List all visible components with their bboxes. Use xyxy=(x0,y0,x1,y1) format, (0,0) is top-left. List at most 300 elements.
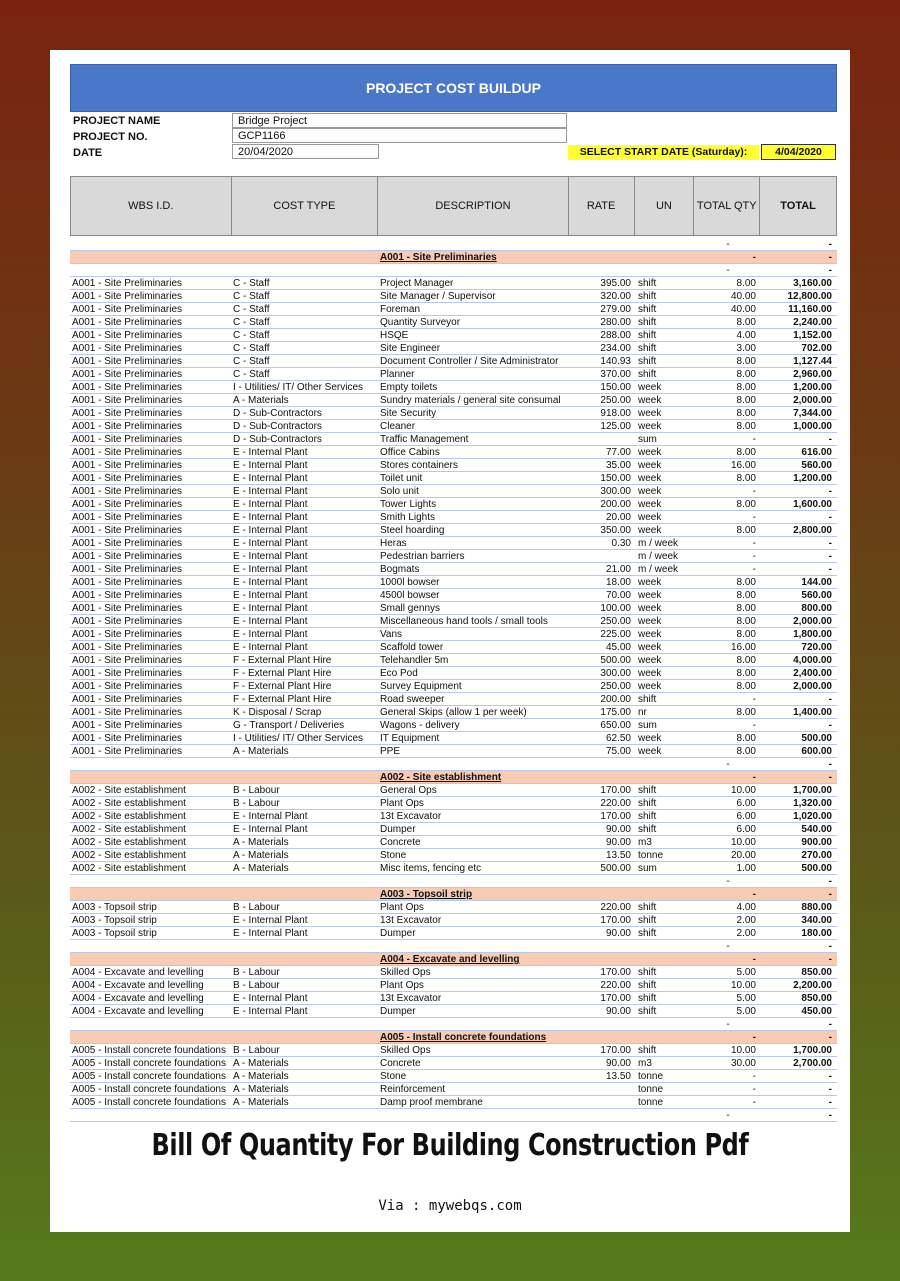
cell-rate: 395.00 xyxy=(600,278,631,289)
cell-description: Site Engineer xyxy=(380,343,441,354)
table-row xyxy=(70,667,837,680)
cell-rate xyxy=(569,875,635,887)
cell-rate: 225.00 xyxy=(600,629,631,640)
cell-unit xyxy=(635,1109,695,1121)
cell-total-qty: 8.00 xyxy=(736,707,756,718)
cell-wbs: A002 - Site establishment xyxy=(72,811,186,822)
cell-rate xyxy=(569,1018,635,1030)
cell-unit: week xyxy=(638,447,662,458)
cell-total-qty: 8.00 xyxy=(736,317,756,328)
cell-unit xyxy=(635,940,695,952)
cell-unit: shift xyxy=(638,356,657,367)
cell-rate xyxy=(569,251,635,263)
cell-wbs: A002 - Site establishment xyxy=(72,798,186,809)
cell-total: 2,240.00 xyxy=(793,317,832,328)
table-row xyxy=(70,927,837,940)
cell-description: General Ops xyxy=(380,785,437,796)
cell-total-qty: - xyxy=(752,954,756,965)
cell-total-qty: - xyxy=(752,434,756,445)
cell-description: Scaffold tower xyxy=(380,642,444,653)
table-row xyxy=(70,680,837,693)
table-row xyxy=(70,979,837,992)
cell-unit: shift xyxy=(638,967,657,978)
table-row xyxy=(70,446,837,459)
cell-unit: week xyxy=(638,408,662,419)
cell-rate: 279.00 xyxy=(600,304,631,315)
cell-description: Stone xyxy=(380,1071,407,1082)
cell-cost-type: I - Utilities/ IT/ Other Services xyxy=(233,733,364,744)
cell-rate: 500.00 xyxy=(600,863,631,874)
cell-total-qty: 8.00 xyxy=(736,525,756,536)
table-row xyxy=(70,797,837,810)
cell-unit: shift xyxy=(638,824,657,835)
cell-cost-type xyxy=(231,771,378,783)
cell-rate: 21.00 xyxy=(605,564,631,575)
sheet-title: PROJECT COST BUILDUP xyxy=(70,64,837,112)
cell-total: - xyxy=(828,1019,832,1030)
cell-total-qty: 5.00 xyxy=(736,993,756,1004)
cell-description: Tower Lights xyxy=(380,499,437,510)
cell-description: A003 - Topsoil strip xyxy=(380,889,473,900)
cell-wbs: A001 - Site Preliminaries xyxy=(72,642,183,653)
section-row xyxy=(70,953,837,966)
cell-rate: 288.00 xyxy=(600,330,631,341)
cell-cost-type: F - External Plant Hire xyxy=(233,655,332,666)
cell-wbs: A001 - Site Preliminaries xyxy=(72,278,183,289)
cell-total-qty: 4.00 xyxy=(736,330,756,341)
start-date-label: SELECT START DATE (Saturday): xyxy=(568,145,759,160)
cell-rate: 220.00 xyxy=(600,798,631,809)
cell-total: 1,020.00 xyxy=(793,811,832,822)
cell-cost-type: C - Staff xyxy=(233,356,270,367)
project-no-field[interactable]: GCP1166 xyxy=(232,128,567,143)
table-row xyxy=(70,1096,837,1109)
cell-total: - xyxy=(828,551,832,562)
cell-wbs: A002 - Site establishment xyxy=(72,785,186,796)
cell-total: 900.00 xyxy=(801,837,832,848)
project-name-label: PROJECT NAME xyxy=(73,115,161,127)
table-row xyxy=(70,602,837,615)
cell-total-qty: - xyxy=(752,538,756,549)
cell-total-qty: 8.00 xyxy=(736,369,756,380)
cell-wbs: A001 - Site Preliminaries xyxy=(72,733,183,744)
cell-total: - xyxy=(828,512,832,523)
cell-description: Damp proof membrane xyxy=(380,1097,483,1108)
cell-total-qty: 8.00 xyxy=(736,473,756,484)
cell-description: Solo unit xyxy=(380,486,419,497)
table-row xyxy=(70,511,837,524)
cell-total-qty: 4.00 xyxy=(736,902,756,913)
cell-cost-type xyxy=(231,758,378,770)
table-row xyxy=(70,472,837,485)
table-row xyxy=(70,745,837,758)
cell-description: 1000l bowser xyxy=(380,577,440,588)
cell-total-qty: 6.00 xyxy=(736,798,756,809)
cell-rate: 170.00 xyxy=(600,993,631,1004)
cell-total-qty: - xyxy=(726,265,730,276)
cell-wbs xyxy=(70,953,231,965)
cell-cost-type: B - Labour xyxy=(233,1045,280,1056)
cell-rate xyxy=(569,550,635,562)
cell-unit: shift xyxy=(638,915,657,926)
blank-row xyxy=(70,1109,837,1122)
cell-description: Dumper xyxy=(380,928,416,939)
table-row xyxy=(70,693,837,706)
cell-total-qty: - xyxy=(752,1071,756,1082)
cell-description xyxy=(378,1018,569,1030)
cell-description: Smith Lights xyxy=(380,512,436,523)
cell-wbs: A005 - Install concrete foundations xyxy=(72,1084,226,1095)
cell-rate: 200.00 xyxy=(600,499,631,510)
table-row xyxy=(70,537,837,550)
cell-unit xyxy=(635,264,695,276)
col-cost-type: COST TYPE xyxy=(232,177,379,235)
cell-total: 3,160.00 xyxy=(793,278,832,289)
cell-description: Office Cabins xyxy=(380,447,440,458)
cell-description: General Skips (allow 1 per week) xyxy=(380,707,527,718)
cell-rate: 220.00 xyxy=(600,902,631,913)
cell-total: - xyxy=(828,486,832,497)
cell-cost-type: C - Staff xyxy=(233,278,270,289)
cell-cost-type: E - Internal Plant xyxy=(233,538,308,549)
cell-total: 144.00 xyxy=(801,577,832,588)
cell-unit xyxy=(635,771,695,783)
cell-total-qty: - xyxy=(726,239,730,250)
cell-unit: week xyxy=(638,746,662,757)
cell-rate: 170.00 xyxy=(600,785,631,796)
cell-rate: 90.00 xyxy=(605,928,631,939)
cell-cost-type: E - Internal Plant xyxy=(233,499,308,510)
cell-total-qty: 10.00 xyxy=(730,1045,756,1056)
cell-wbs xyxy=(70,238,231,250)
cell-total: 1,152.00 xyxy=(793,330,832,341)
cell-total: 2,000.00 xyxy=(793,395,832,406)
cell-wbs xyxy=(70,251,231,263)
cell-total: 1,000.00 xyxy=(793,421,832,432)
table-row xyxy=(70,524,837,537)
cell-cost-type: E - Internal Plant xyxy=(233,460,308,471)
cell-total-qty: 16.00 xyxy=(730,642,756,653)
cell-description: Road sweeper xyxy=(380,694,445,705)
cell-total: - xyxy=(828,1110,832,1121)
cell-description: Survey Equipment xyxy=(380,681,462,692)
cell-description: Reinforcement xyxy=(380,1084,446,1095)
cell-total: - xyxy=(828,889,832,900)
cell-wbs: A001 - Site Preliminaries xyxy=(72,668,183,679)
cell-description: Quantity Surveyor xyxy=(380,317,461,328)
cell-rate: 150.00 xyxy=(600,473,631,484)
cell-total: 1,800.00 xyxy=(793,629,832,640)
cell-total-qty: 8.00 xyxy=(736,681,756,692)
cell-total-qty: - xyxy=(726,876,730,887)
cell-total-qty: - xyxy=(752,889,756,900)
cell-unit: shift xyxy=(638,902,657,913)
cell-total: - xyxy=(828,720,832,731)
cell-total: - xyxy=(828,434,832,445)
cell-rate xyxy=(569,1096,635,1108)
cell-total-qty: - xyxy=(752,486,756,497)
cell-cost-type xyxy=(231,1018,378,1030)
table-row xyxy=(70,914,837,927)
cell-cost-type: D - Sub-Contractors xyxy=(233,421,322,432)
col-total-qty: TOTAL QTY xyxy=(694,177,760,235)
section-row xyxy=(70,771,837,784)
cell-cost-type xyxy=(231,1031,378,1043)
cell-description: 13t Excavator xyxy=(380,915,442,926)
cell-rate: 320.00 xyxy=(600,291,631,302)
cell-cost-type: E - Internal Plant xyxy=(233,512,308,523)
table-row xyxy=(70,563,837,576)
table-row xyxy=(70,290,837,303)
table-row xyxy=(70,1083,837,1096)
cell-total: 702.00 xyxy=(801,343,832,354)
cell-wbs: A001 - Site Preliminaries xyxy=(72,421,183,432)
project-info xyxy=(70,112,837,176)
table-row xyxy=(70,966,837,979)
table-row xyxy=(70,277,837,290)
cell-unit xyxy=(635,1031,695,1043)
cell-total-qty: 40.00 xyxy=(730,291,756,302)
cell-description: Site Security xyxy=(380,408,437,419)
cell-rate: 250.00 xyxy=(600,681,631,692)
col-description: DESCRIPTION xyxy=(378,177,569,235)
table-row xyxy=(70,641,837,654)
cell-unit: m / week xyxy=(638,538,679,549)
cell-wbs: A001 - Site Preliminaries xyxy=(72,473,183,484)
cell-total-qty: 8.00 xyxy=(736,668,756,679)
cell-cost-type: E - Internal Plant xyxy=(233,447,308,458)
cell-total: - xyxy=(828,1032,832,1043)
cell-wbs: A001 - Site Preliminaries xyxy=(72,720,183,731)
cell-description xyxy=(378,264,569,276)
cell-total: 850.00 xyxy=(801,993,832,1004)
table-row xyxy=(70,706,837,719)
caption-title: Bill Of Quantity For Building Construction Pdf xyxy=(151,1128,749,1163)
col-rate: RATE xyxy=(569,177,635,235)
table-row xyxy=(70,784,837,797)
cell-cost-type: A - Materials xyxy=(233,746,289,757)
cell-total-qty: - xyxy=(726,941,730,952)
cell-total: - xyxy=(828,265,832,276)
cell-rate: 280.00 xyxy=(600,317,631,328)
cell-cost-type: A - Materials xyxy=(233,1084,289,1095)
cell-total: 1,700.00 xyxy=(793,1045,832,1056)
cell-unit: week xyxy=(638,603,662,614)
cell-wbs: A001 - Site Preliminaries xyxy=(72,382,183,393)
cell-total-qty: 10.00 xyxy=(730,785,756,796)
cell-total: 12,800.00 xyxy=(787,291,832,302)
cell-description: 4500l bowser xyxy=(380,590,440,601)
cell-rate: 0.30 xyxy=(611,538,631,549)
cell-total: - xyxy=(828,954,832,965)
cell-total-qty: 2.00 xyxy=(736,915,756,926)
table-row xyxy=(70,433,837,446)
cell-description: Traffic Management xyxy=(380,434,469,445)
cell-unit: week xyxy=(638,512,662,523)
cell-description: Dumper xyxy=(380,1006,416,1017)
cell-unit: week xyxy=(638,395,662,406)
cell-wbs: A001 - Site Preliminaries xyxy=(72,499,183,510)
cell-total: 880.00 xyxy=(801,902,832,913)
cell-rate xyxy=(569,771,635,783)
table-row xyxy=(70,849,837,862)
cell-rate: 90.00 xyxy=(605,837,631,848)
cell-wbs xyxy=(70,771,231,783)
cell-total-qty: - xyxy=(726,759,730,770)
cell-description: Wagons - delivery xyxy=(380,720,460,731)
cell-description: PPE xyxy=(380,746,401,757)
cell-total: - xyxy=(828,876,832,887)
blank-row xyxy=(70,940,837,953)
cell-wbs: A002 - Site establishment xyxy=(72,850,186,861)
col-total: TOTAL xyxy=(780,200,816,212)
col-wbs: WBS I.D. xyxy=(71,177,232,235)
cell-total-qty: 8.00 xyxy=(736,278,756,289)
cell-total-qty: - xyxy=(726,1110,730,1121)
cell-rate: 250.00 xyxy=(600,616,631,627)
cell-cost-type xyxy=(231,251,378,263)
cell-total: 1,400.00 xyxy=(793,707,832,718)
date-label: DATE xyxy=(73,147,103,159)
cell-unit: week xyxy=(638,525,662,536)
cell-rate xyxy=(569,953,635,965)
cell-cost-type: B - Labour xyxy=(233,785,280,796)
cell-unit: week xyxy=(638,590,662,601)
cell-wbs: A001 - Site Preliminaries xyxy=(72,356,183,367)
table-row xyxy=(70,732,837,745)
cell-rate: 62.50 xyxy=(605,733,631,744)
cell-description: Vans xyxy=(380,629,403,640)
cell-description: Skilled Ops xyxy=(380,1045,431,1056)
cell-unit: m / week xyxy=(638,564,679,575)
cell-total-qty: 1.00 xyxy=(736,863,756,874)
cell-description: A004 - Excavate and levelling xyxy=(380,954,520,965)
cell-cost-type: E - Internal Plant xyxy=(233,811,308,822)
cell-wbs: A001 - Site Preliminaries xyxy=(72,525,183,536)
cell-total: 1,127.44 xyxy=(793,356,832,367)
cell-total-qty: 2.00 xyxy=(736,928,756,939)
cell-unit: shift xyxy=(638,291,657,302)
cell-rate: 90.00 xyxy=(605,1058,631,1069)
cell-wbs: A001 - Site Preliminaries xyxy=(72,291,183,302)
cell-description: Empty toilets xyxy=(380,382,438,393)
cell-cost-type: B - Labour xyxy=(233,902,280,913)
cell-total: 600.00 xyxy=(801,746,832,757)
cell-cost-type: B - Labour xyxy=(233,967,280,978)
cell-description: Heras xyxy=(380,538,407,549)
table-row xyxy=(70,316,837,329)
cell-rate: 13.50 xyxy=(605,1071,631,1082)
cell-total-qty: 20.00 xyxy=(730,850,756,861)
project-name-field[interactable]: Bridge Project xyxy=(232,113,567,128)
cell-total: 2,000.00 xyxy=(793,681,832,692)
cell-unit: week xyxy=(638,486,662,497)
cell-total-qty: 10.00 xyxy=(730,980,756,991)
cell-unit: shift xyxy=(638,330,657,341)
cell-unit: shift xyxy=(638,928,657,939)
cell-unit: week xyxy=(638,629,662,640)
cell-total: - xyxy=(828,694,832,705)
cell-total-qty: - xyxy=(726,1019,730,1030)
cell-total: 540.00 xyxy=(801,824,832,835)
cell-wbs xyxy=(70,1031,231,1043)
cell-wbs: A004 - Excavate and levelling xyxy=(72,967,204,978)
cell-rate: 300.00 xyxy=(600,668,631,679)
table-row xyxy=(70,589,837,602)
cell-wbs xyxy=(70,264,231,276)
table-row xyxy=(70,654,837,667)
cell-wbs: A001 - Site Preliminaries xyxy=(72,681,183,692)
cell-cost-type: F - External Plant Hire xyxy=(233,694,332,705)
table-row xyxy=(70,719,837,732)
cell-description: Concrete xyxy=(380,1058,421,1069)
cell-total: - xyxy=(828,1097,832,1108)
cell-wbs: A004 - Excavate and levelling xyxy=(72,993,204,1004)
cell-cost-type xyxy=(231,1109,378,1121)
cell-total: 500.00 xyxy=(801,863,832,874)
cell-cost-type: F - External Plant Hire xyxy=(233,681,332,692)
cell-description xyxy=(378,758,569,770)
cell-wbs: A001 - Site Preliminaries xyxy=(72,590,183,601)
cell-total-qty: 8.00 xyxy=(736,616,756,627)
cell-description xyxy=(378,940,569,952)
cell-description: IT Equipment xyxy=(380,733,440,744)
table-row xyxy=(70,1070,837,1083)
cell-cost-type: B - Labour xyxy=(233,798,280,809)
cell-total: 180.00 xyxy=(801,928,832,939)
cell-wbs: A001 - Site Preliminaries xyxy=(72,538,183,549)
table-row xyxy=(70,303,837,316)
cell-unit: shift xyxy=(638,343,657,354)
cell-wbs: A001 - Site Preliminaries xyxy=(72,486,183,497)
cell-rate: 170.00 xyxy=(600,1045,631,1056)
cell-total: 7,344.00 xyxy=(793,408,832,419)
cell-cost-type: E - Internal Plant xyxy=(233,616,308,627)
cell-total-qty: 5.00 xyxy=(736,1006,756,1017)
cell-unit: shift xyxy=(638,798,657,809)
cell-wbs: A001 - Site Preliminaries xyxy=(72,616,183,627)
cell-cost-type: A - Materials xyxy=(233,837,289,848)
cell-rate xyxy=(569,758,635,770)
cell-description: Stone xyxy=(380,850,407,861)
date-field[interactable]: 20/04/2020 xyxy=(232,144,379,159)
cell-description: Document Controller / Site Administrator xyxy=(380,356,559,367)
cell-description: Toilet unit xyxy=(380,473,423,484)
cell-total-qty: 8.00 xyxy=(736,603,756,614)
cell-total: 560.00 xyxy=(801,590,832,601)
cell-total-qty: 8.00 xyxy=(736,655,756,666)
cell-cost-type: D - Sub-Contractors xyxy=(233,408,322,419)
cell-total-qty: 6.00 xyxy=(736,824,756,835)
cell-total-qty: - xyxy=(752,694,756,705)
cell-unit xyxy=(635,251,695,263)
cell-wbs xyxy=(70,888,231,900)
cell-total: 850.00 xyxy=(801,967,832,978)
cell-total: 560.00 xyxy=(801,460,832,471)
cell-unit: tonne xyxy=(638,850,664,861)
cell-rate xyxy=(569,1031,635,1043)
table-row xyxy=(70,836,837,849)
cell-description: Miscellaneous hand tools / small tools xyxy=(380,616,548,627)
start-date-field[interactable]: 4/04/2020 xyxy=(761,144,836,160)
cell-wbs: A004 - Excavate and levelling xyxy=(72,1006,204,1017)
cell-total: - xyxy=(828,252,832,263)
table-row xyxy=(70,810,837,823)
blank-row xyxy=(70,264,837,277)
cell-cost-type: I - Utilities/ IT/ Other Services xyxy=(233,382,364,393)
cell-cost-type: G - Transport / Deliveries xyxy=(233,720,345,731)
cell-cost-type: C - Staff xyxy=(233,369,270,380)
